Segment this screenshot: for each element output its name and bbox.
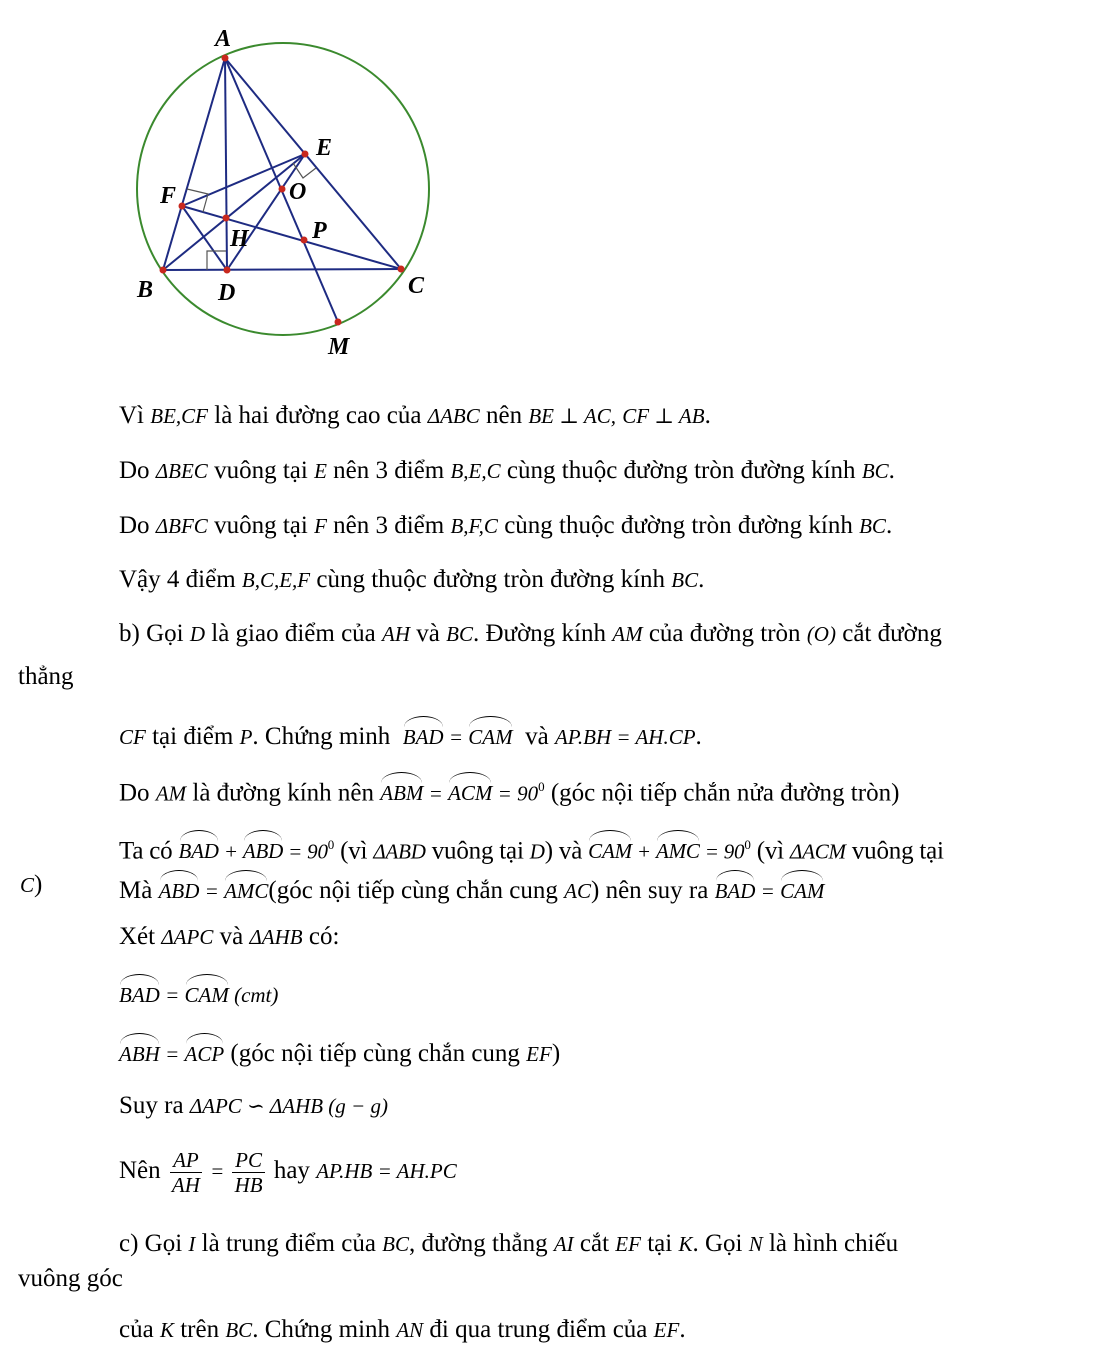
segment-AD (225, 58, 227, 270)
text-line-2: Do ΔBEC vuông tại E nên 3 điểm B,E,C cùng thuộc đường tròn đường kính BC. (119, 457, 895, 484)
label-P: P (312, 218, 327, 244)
label-E: E (316, 135, 333, 161)
text-line-14: Suy ra ΔAPC ∽ ΔAHB (g − g) (119, 1092, 388, 1119)
text-line-6: thẳng (18, 663, 74, 690)
fraction-AP-AH: $\frac{AP}{AH}$ (171, 1148, 200, 1197)
label-F: F (160, 183, 177, 209)
text-line-12: BAD = CAM (cmt) (119, 974, 278, 1010)
segment-BE (163, 154, 305, 270)
text-line-10-left: C) (20, 871, 43, 898)
text-line-11: Xét ΔAPC và ΔAHB có: (119, 923, 340, 950)
label-A: A (215, 26, 232, 52)
text-line-16: c) Gọi I là trung điểm của BC, đường thẳng AI cắt EF tại K. Gọi N là hình chiếu (119, 1230, 899, 1257)
text-line-8: Do AM là đường kính nên ABM = ACM = $90^0$ (góc nội tiếp chắn nửa đường tròn) (119, 772, 899, 808)
label-O: O (289, 179, 307, 205)
label-M: M (328, 334, 350, 360)
text-line-17: vuông góc (18, 1265, 123, 1292)
segment-AB (163, 58, 225, 270)
geometry-figure (120, 20, 580, 390)
text-line-18: của K trên BC. Chứng minh AN đi qua trung điểm của EF. (119, 1316, 686, 1343)
fraction-PC-HB: $\frac{PC}{HB}$ (232, 1148, 266, 1197)
label-D: D (218, 280, 236, 306)
text-line-5: b) Gọi D là giao điểm của AH và BC. Đường kính AM của đường tròn (O) cắt đường (119, 620, 942, 647)
label-H: H (230, 226, 249, 252)
figure-points (160, 55, 405, 326)
text-line-15: Nên $\frac{AP}{AH}$ = $\frac{PC}{HB}$ hay AP.HB = AH.PC (119, 1148, 457, 1197)
text-line-13: ABH = ACP (góc nội tiếp cùng chắn cung EF) (119, 1033, 560, 1069)
label-C: C (408, 273, 425, 299)
segment-DF (182, 206, 227, 270)
text-line-7: CF tại điểm P. Chứng minh BAD = CAM và AP.BH = AH.CP. (119, 716, 702, 752)
text-line-10: Mà ABD = AMC(góc nội tiếp cùng chắn cung AC) nên suy ra BAD = CAM (119, 870, 824, 906)
label-B: B (137, 277, 154, 303)
text-line-3: Do ΔBFC vuông tại F nên 3 điểm B,F,C cùng thuộc đường tròn đường kính BC. (119, 512, 893, 539)
text-line-1: Vì BE,CF là hai đường cao của ΔABC nên BE ⊥ AC, CF ⊥ AB. (119, 402, 711, 429)
text-line-4: Vậy 4 điểm B,C,E,F cùng thuộc đường tròn đường kính BC. (119, 566, 705, 593)
segment-BC (163, 269, 401, 270)
text-line-9: Ta có BAD + ABD = $90^0$ (vì ΔABD vuông tại D) và CAM + AMC = $90^0$ (vì ΔACM vuông tại (119, 830, 944, 866)
